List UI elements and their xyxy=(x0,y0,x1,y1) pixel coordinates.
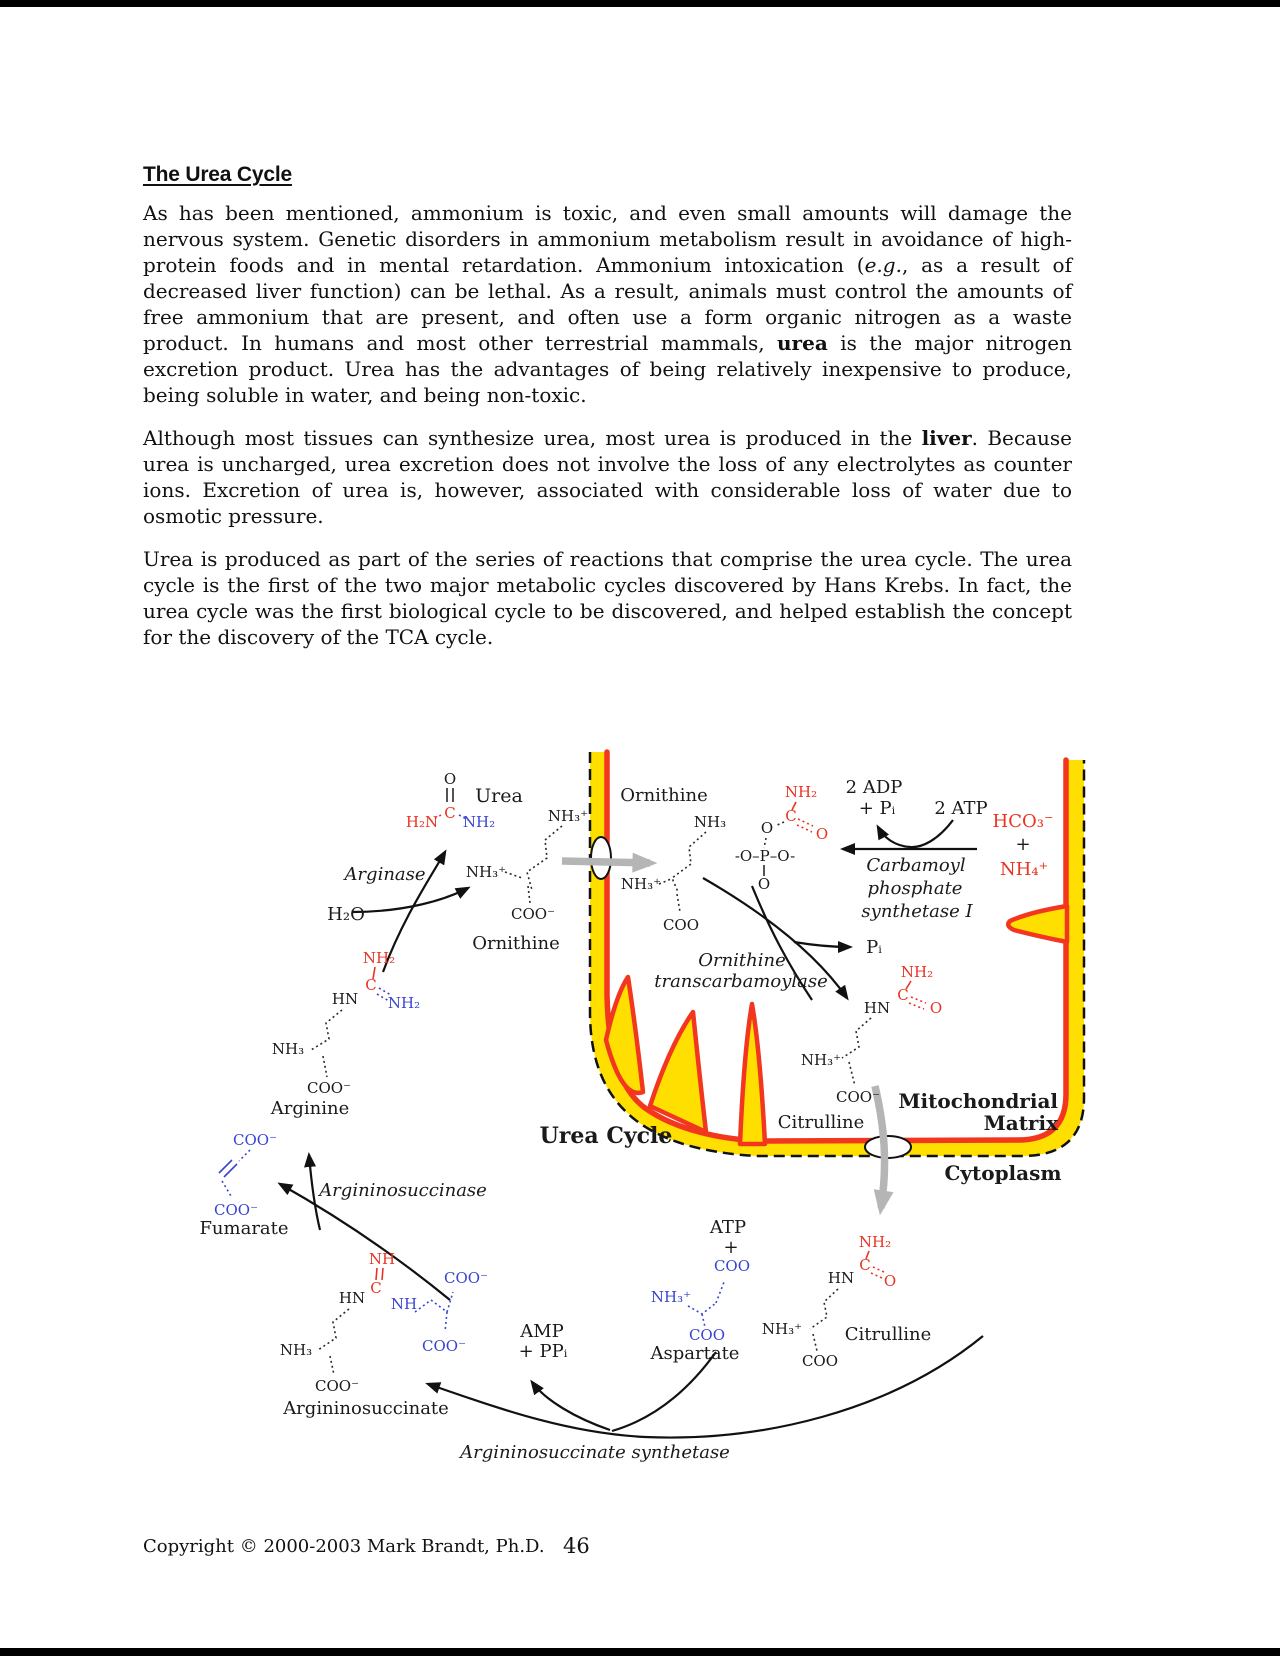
page-title: The Urea Cycle xyxy=(143,163,292,186)
urea-carbon: C xyxy=(444,804,456,822)
orn-matrix-coo: COO xyxy=(662,916,700,934)
asp-label: Aspartate xyxy=(650,1343,740,1364)
orn-cyto-bond-coo xyxy=(528,886,530,903)
cp-o-right: O xyxy=(815,825,829,843)
cp-phosphate-row: -O–P–O- xyxy=(734,847,796,865)
h2o-label: H₂O xyxy=(327,904,365,925)
asp-coo-top: COO xyxy=(713,1257,751,1275)
cit-c-chain xyxy=(810,1289,838,1329)
cit-m-label: Citrulline xyxy=(777,1112,865,1133)
as-nh-blue: NH xyxy=(390,1295,418,1313)
urea-h2n: H₂N xyxy=(405,813,439,831)
fum-label: Fumarate xyxy=(199,1218,289,1239)
ppi-label: + PPᵢ xyxy=(518,1341,568,1362)
cit-m-bond-coo xyxy=(849,1062,855,1086)
cit-c-nh3: NH₃⁺ xyxy=(761,1320,803,1338)
as-coo: COO⁻ xyxy=(315,1377,359,1395)
cp-o-left: O xyxy=(760,819,774,837)
enzyme-cps1-line1: Carbamoyl xyxy=(866,855,966,876)
orn-matrix-nh3: NH₃⁺ xyxy=(620,875,662,893)
orn-matrix-label: Ornithine xyxy=(620,785,708,806)
crista-4 xyxy=(1008,906,1067,942)
cit-c-double-bond xyxy=(871,1267,884,1278)
arg-nh3: NH₃ xyxy=(271,1040,305,1058)
cit-m-hn: HN xyxy=(863,999,891,1017)
as-carbon: C xyxy=(370,1279,382,1297)
arrow-cps1-atp-arc xyxy=(878,820,953,847)
cp-bond-o-left xyxy=(775,822,784,826)
arrow-otc-to-pi xyxy=(794,942,850,947)
as-coo-top: COO⁻ xyxy=(444,1269,488,1287)
orn-cyto-chain xyxy=(527,826,562,890)
urea-nh2: NH₂ xyxy=(462,813,496,831)
orn-cyto-coo: COO⁻ xyxy=(511,905,555,923)
cit-c-nh2: NH₂ xyxy=(858,1233,892,1251)
adp-label: 2 ADP xyxy=(845,777,903,798)
arg-hn: HN xyxy=(331,990,359,1008)
atp2-label: 2 ATP xyxy=(934,798,988,819)
cit-m-carbon: C xyxy=(897,986,909,1004)
cytoplasm-label: Cytoplasm xyxy=(944,1161,1062,1185)
scan-edge-top xyxy=(0,0,1280,7)
arg-carbon: C xyxy=(365,976,377,994)
arginine-structure xyxy=(270,949,420,1119)
orn-matrix-nh3-top: NH₃ xyxy=(693,813,727,831)
cit-m-coo: COO⁻ xyxy=(836,1088,880,1106)
cit-m-nh2: NH₂ xyxy=(900,963,934,981)
cit-m-double-bond xyxy=(909,997,926,1009)
urea-structure xyxy=(406,770,523,831)
fum-double-bond xyxy=(219,1160,237,1177)
arrow-ass-to-amp xyxy=(532,1382,610,1430)
urea-oxygen: O xyxy=(443,770,457,788)
asp-chain xyxy=(688,1282,724,1327)
arg-nh2-blue: NH₂ xyxy=(387,994,421,1012)
asp-coo: COO xyxy=(688,1326,726,1344)
page-footer xyxy=(143,1536,1072,1557)
cit-c-coo: COO xyxy=(801,1352,839,1370)
as-coo-mid: COO⁻ xyxy=(422,1337,466,1355)
as-black-chain xyxy=(318,1309,349,1350)
fum-bond-top xyxy=(239,1150,250,1161)
as-label: Argininosuccinate xyxy=(283,1398,449,1419)
cit-c-oxygen: O xyxy=(883,1272,897,1290)
arg-bond-coo xyxy=(323,1056,327,1077)
arg-nh2: NH₂ xyxy=(362,949,396,967)
orn-matrix-chain xyxy=(672,832,706,892)
arrow-arginase-to-ornithine xyxy=(352,888,468,912)
aspartate-structure xyxy=(650,1282,740,1364)
urea-cycle-diagram xyxy=(0,700,1280,1490)
nh4-label: NH₄⁺ xyxy=(999,859,1049,880)
enzyme-otc-line1: Ornithine xyxy=(698,950,786,971)
plus2-label: + xyxy=(723,1237,739,1258)
copyright-text: Copyright © 2000-2003 Mark Brandt, Ph.D. xyxy=(143,1536,545,1557)
pi-plus-label: + Pᵢ xyxy=(858,798,896,819)
text-column xyxy=(143,163,1072,667)
scan-edge-bottom xyxy=(0,1648,1280,1656)
paragraph-ammonium-toxicity: As has been mentioned, ammonium is toxic, and even small amounts will damage the nervous system. Genetic disorders in ammonium metabolism result in avoidance of high-protein foods and in mental retardation. Ammonium intoxication (e.g., as a result of decreased liver function) can be lethal. As a result, animals must control the amounts of free ammonium that are present, and often use a form organic nitrogen as a waste product. In humans and most other terrestrial mammals, urea is the major nitrogen excretion product. Urea has the advantages of being relatively inexpensive to produce, being soluble in water, and being non-toxic. xyxy=(143,201,1072,407)
citrulline-cytoplasm-structure xyxy=(762,1233,931,1370)
enzyme-cps1-line3: synthetase I xyxy=(861,901,973,922)
cit-c-hn: HN xyxy=(827,1269,855,1287)
enzyme-otc-line2: transcarbamoylase xyxy=(654,971,828,992)
as-hn: HN xyxy=(338,1289,366,1307)
cit-m-oxygen: O xyxy=(929,999,943,1017)
arg-coo: COO⁻ xyxy=(307,1079,351,1097)
pi-product-label: Pᵢ xyxy=(866,937,882,958)
cit-m-nh3: NH₃⁺ xyxy=(800,1051,842,1069)
arrow-asl-to-fumarate xyxy=(280,1184,450,1300)
enzyme-arginase: Arginase xyxy=(344,864,426,885)
cit-m-chain xyxy=(842,1018,871,1058)
orn-cyto-bond-nh3 xyxy=(505,872,522,878)
matrix-label-line2: Matrix xyxy=(983,1111,1058,1135)
fum-coo-top: COO⁻ xyxy=(233,1131,277,1149)
urea-double-bond xyxy=(447,788,453,802)
arg-label: Arginine xyxy=(270,1098,350,1119)
orn-cyto-label: Ornithine xyxy=(472,933,560,954)
as-nh: NH xyxy=(368,1250,396,1268)
crista-3 xyxy=(740,1004,765,1144)
hco3-label: HCO₃⁻ xyxy=(992,811,1054,832)
as-nh3: NH₃ xyxy=(279,1341,313,1359)
asp-nh3: NH₃⁺ xyxy=(650,1288,692,1306)
carbamoyl-phosphate-structure xyxy=(735,783,828,893)
arg-chain xyxy=(311,1010,342,1050)
cp-nh2: NH₂ xyxy=(784,783,818,801)
plus-label: + xyxy=(1015,834,1031,855)
orn-matrix-bond-coo xyxy=(677,894,680,912)
matrix-label-line1: Mitochondrial xyxy=(898,1089,1058,1113)
enzyme-cps1-line2: phosphate xyxy=(867,878,963,899)
cit-c-carbon: C xyxy=(859,1256,871,1274)
fum-coo-bottom: COO⁻ xyxy=(214,1201,258,1219)
ornithine-transport-arrow xyxy=(562,861,650,863)
cp-o-bottom: O xyxy=(757,875,771,893)
cp-double-bond xyxy=(797,819,813,832)
enzyme-ass: Argininosuccinate synthetase xyxy=(460,1442,730,1463)
cp-carbon: C xyxy=(785,807,797,825)
as-bond-coo xyxy=(330,1356,334,1375)
atp-label: ATP xyxy=(709,1217,747,1238)
cit-c-label: Citrulline xyxy=(844,1324,932,1345)
fumarate-structure xyxy=(199,1131,288,1239)
paragraph-liver: Although most tissues can synthesize urea, most urea is produced in the liver. Because urea is uncharged, urea excretion does not involve the loss of any electrolytes as counter ions. Excretion of urea is, however, associated with considerable loss of water due to osmotic pressure. xyxy=(143,426,1072,528)
page-number: 46 xyxy=(563,1534,590,1558)
paragraph-urea-cycle-history: Urea is produced as part of the series of reactions that comprise the urea cycle. The urea cycle is the first of the two major metabolic cycles discovered by Hans Krebs. In fact, the urea cycle was the first biological cycle to be discovered, and helped establish the concept for the discovery of the TCA cycle. xyxy=(143,547,1072,649)
enzyme-asl: Argininosuccinase xyxy=(319,1180,487,1201)
urea-cycle-title: Urea Cycle xyxy=(539,1123,673,1149)
orn-cyto-nh3: NH₃⁺ xyxy=(465,863,507,881)
urea-label: Urea xyxy=(475,785,523,807)
orn-cyto-nh3-top: NH₃⁺ xyxy=(547,807,589,825)
fum-bond-bottom xyxy=(222,1181,231,1196)
cit-c-bond-coo xyxy=(813,1334,817,1351)
amp-label: AMP xyxy=(520,1321,564,1342)
